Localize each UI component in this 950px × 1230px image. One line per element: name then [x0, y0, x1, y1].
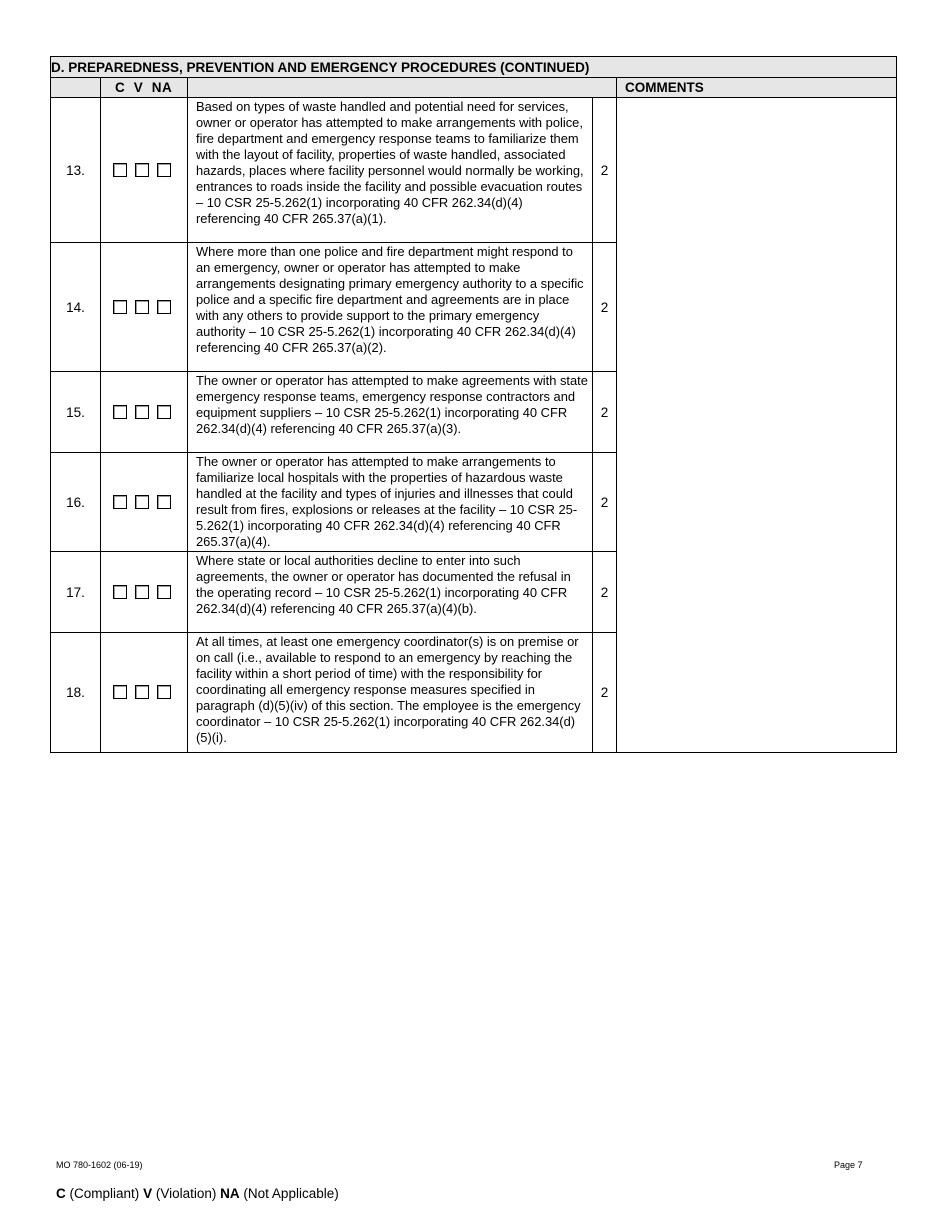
item-number: 13. — [51, 98, 101, 243]
column-header-row — [51, 78, 897, 98]
item-number: 16. — [51, 453, 101, 552]
cvna-checkboxes — [101, 243, 188, 372]
violation-checkbox[interactable] — [135, 405, 149, 419]
compliant-checkbox[interactable] — [113, 585, 127, 599]
requirement-text: At all times, at least one emergency coordinator(s) is on premise or on call (i.e., available to respond to an emergency by reaching the facility within a short period of time) with the responsibility for coordinating all emergency response measures specified in paragraph (d)(5)(iv) of this section. The employee is the emergency coordinator – 10 CSR 25-5.262(1) incorporating 40 CFR 262.34(d)(5)(i). — [188, 633, 593, 753]
comments-column-header: COMMENTS — [617, 78, 897, 98]
requirement-column-header — [188, 78, 617, 98]
violation-checkbox[interactable] — [135, 495, 149, 509]
points-value: 2 — [593, 633, 617, 753]
compliant-checkbox[interactable] — [113, 163, 127, 177]
violation-checkbox[interactable] — [135, 685, 149, 699]
points-value: 2 — [593, 372, 617, 453]
item-number: 14. — [51, 243, 101, 372]
legend-meaning-violation: (Violation) — [155, 1186, 217, 1201]
status-legend — [56, 1186, 339, 1201]
legend-code-compliant: C — [56, 1186, 66, 1201]
points-value: 2 — [593, 243, 617, 372]
not-applicable-checkbox[interactable] — [157, 685, 171, 699]
requirement-text: Based on types of waste handled and potential need for services, owner or operator has attempted to make arrangements with police, fire department and emergency response teams to familiarize them with the layout of facility, properties of waste handled, associated hazards, places where facility personnel would normally be working, entrances to roads inside the facility and possible evacuation routes – 10 CSR 25-5.262(1) incorporating 40 CFR 262.34(d)(4) referencing 40 CFR 265.37(a)(1). — [188, 98, 593, 243]
form-number: MO 780-1602 (06-19) — [56, 1160, 143, 1170]
number-column-header — [51, 78, 101, 98]
requirement-text: Where state or local authorities decline to enter into such agreements, the owner or operator has documented the refusal in the operating record – 10 CSR 25-5.262(1) incorporating 40 CFR 262.34(d)(4) referencing 40 CFR 265.37(a)(4)(b). — [188, 552, 593, 633]
compliant-checkbox[interactable] — [113, 495, 127, 509]
points-value: 2 — [593, 552, 617, 633]
requirement-text: The owner or operator has attempted to make agreements with state emergency response teams, emergency response contractors and equipment suppliers – 10 CSR 25-5.262(1) incorporating 40 CFR 262.34(d)(4) referencing 40 CFR 265.37(a)(3). — [188, 372, 593, 453]
points-value: 2 — [593, 453, 617, 552]
section-header-row — [51, 57, 897, 78]
violation-checkbox[interactable] — [135, 163, 149, 177]
legend-meaning-compliant: (Compliant) — [69, 1186, 140, 1201]
cvna-checkboxes — [101, 98, 188, 243]
comments-field[interactable] — [617, 98, 897, 753]
cvna-checkboxes — [101, 633, 188, 753]
page-number: Page 7 — [834, 1160, 863, 1170]
violation-checkbox[interactable] — [135, 585, 149, 599]
legend-code-not-applicable: NA — [220, 1186, 240, 1201]
cvna-checkboxes — [101, 372, 188, 453]
table-row — [51, 98, 897, 243]
cvna-checkboxes — [101, 453, 188, 552]
not-applicable-checkbox[interactable] — [157, 405, 171, 419]
not-applicable-checkbox[interactable] — [157, 300, 171, 314]
section-title: D. PREPAREDNESS, PREVENTION AND EMERGENCY PROCEDURES (CONTINUED) — [51, 57, 897, 78]
compliant-checkbox[interactable] — [113, 685, 127, 699]
compliant-checkbox[interactable] — [113, 300, 127, 314]
legend-code-violation: V — [143, 1186, 153, 1201]
requirement-text: Where more than one police and fire department might respond to an emergency, owner or operator has attempted to make arrangements designating primary emergency authority to a specific police and a specific fire department and agreements are in place with any others to provide support to the primary emergency authority – 10 CSR 25-5.262(1) incorporating 40 CFR 262.34(d)(4) referencing 40 CFR 265.37(a)(2). — [188, 243, 593, 372]
item-number: 15. — [51, 372, 101, 453]
requirement-text: The owner or operator has attempted to make arrangements to familiarize local hospitals with the properties of hazardous waste handled at the facility and types of injuries and illnesses that could result from fires, explosions or releases at the facility – 10 CSR 25-5.262(1) incorporating 40 CFR 262.34(d)(4) referencing 40 CFR 265.37(a)(4). — [188, 453, 593, 552]
not-applicable-checkbox[interactable] — [157, 495, 171, 509]
item-number: 18. — [51, 633, 101, 753]
violation-checkbox[interactable] — [135, 300, 149, 314]
item-number: 17. — [51, 552, 101, 633]
not-applicable-checkbox[interactable] — [157, 163, 171, 177]
compliant-checkbox[interactable] — [113, 405, 127, 419]
cvna-checkboxes — [101, 552, 188, 633]
points-value: 2 — [593, 98, 617, 243]
checklist-table — [50, 56, 897, 753]
cvna-column-header: C V NA — [101, 78, 188, 98]
legend-meaning-not-applicable: (Not Applicable) — [243, 1186, 339, 1201]
not-applicable-checkbox[interactable] — [157, 585, 171, 599]
